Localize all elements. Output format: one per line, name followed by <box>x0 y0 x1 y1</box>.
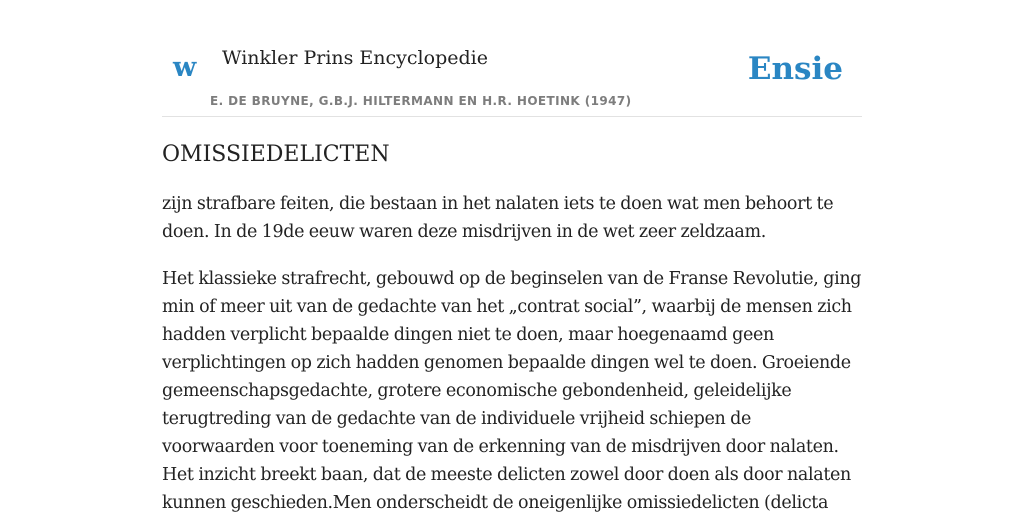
source-title[interactable]: Winkler Prins Encyclopedie <box>222 47 488 69</box>
source-header <box>162 0 862 117</box>
page-title: OMISSIEDELICTEN <box>162 142 390 167</box>
article <box>162 138 862 512</box>
winkler-prins-logo[interactable]: w <box>173 52 197 83</box>
article-paragraph: zijn strafbare feiten, die bestaan in het nalaten iets te doen wat men behoort te doen. In de 19de eeuw waren deze misdrijven in de wet zeer zeldzaam. <box>162 194 834 242</box>
ensie-logo[interactable]: Ensie <box>747 51 843 87</box>
article-paragraph: Het klassieke strafrecht, gebouwd op de beginselen van de Franse Revolutie, ging min of meer uit van de gedachte van het „contrat social”, waarbij de mensen zich hadden verplicht bepaalde dingen niet te doen, maar hoegenaamd geen verplichtingen op zich hadden genomen bepaalde dingen wel te doen. Groeiende gemeenschapsgedachte, grotere economische gebondenheid, geleidelijke terugtreding van de gedachte van de individuele vrijheid schiepen de voorwaarden voor toeneming van de erkenning van de misdrijven door nalaten. Het inzicht breekt baan, dat de meeste delicten zowel door doen als door nalaten kunnen geschieden.Men onderscheidt de oneigenlijke omissiedelicten (delicta <box>162 269 862 512</box>
source-authors: E. DE BRUYNE, G.B.J. HILTERMANN EN H.R. HOETINK (1947) <box>210 94 632 108</box>
